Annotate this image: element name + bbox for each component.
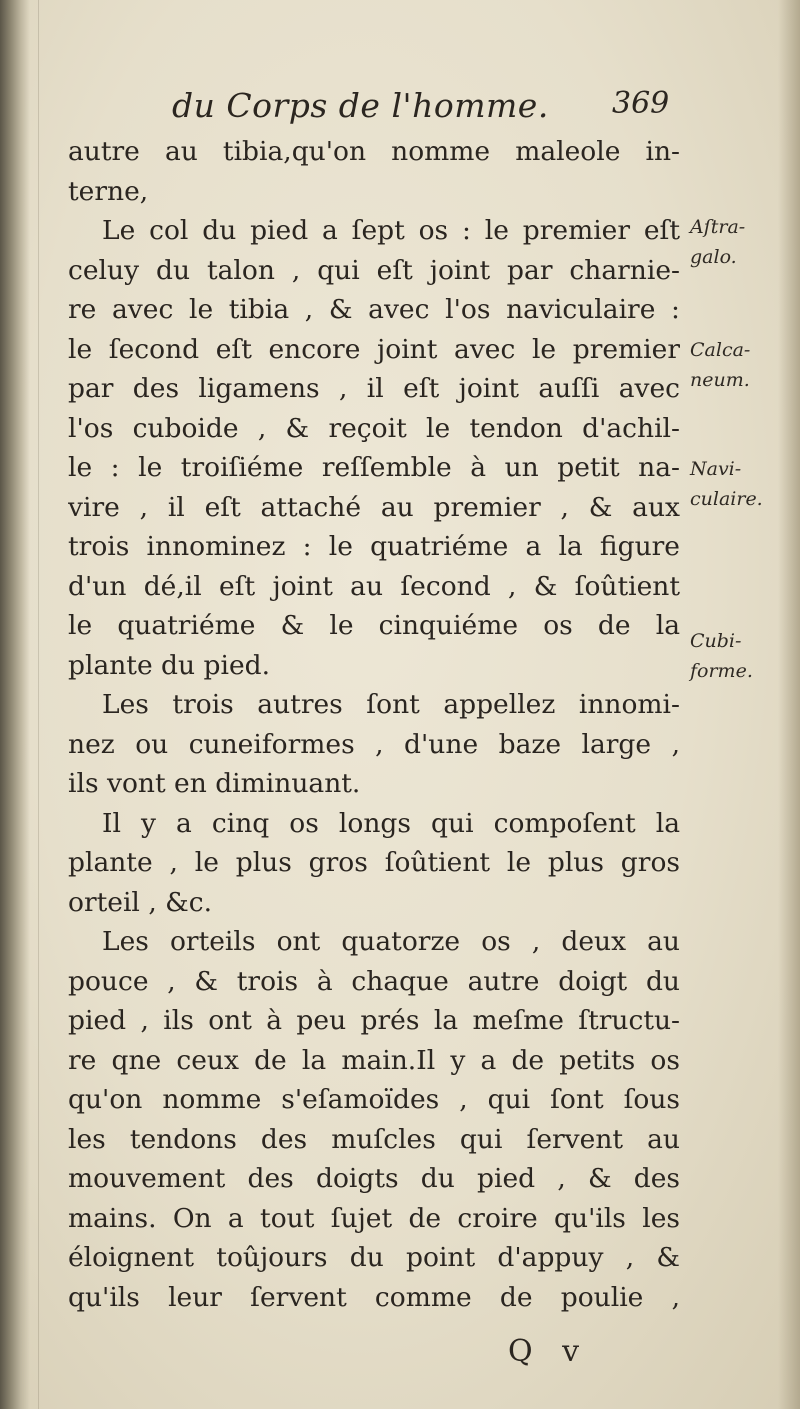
text-line: autre au tibia,qu'on nomme maleole in- [68, 136, 680, 167]
text-line: mains. On a tout ſujet de croire qu'ils les [68, 1202, 680, 1234]
text-line: le quatriéme & le cinquiéme os de la [68, 610, 680, 641]
text-line: nez ou cuneiformes , d'une baze large , [68, 728, 680, 760]
text-line: par des ligamens , il eſt joint auſſi avec [68, 373, 680, 404]
margin-note-line: forme. [690, 660, 753, 682]
margin-note-line: Cubi- [690, 630, 742, 652]
margin-note-line: galo. [690, 246, 737, 268]
text-line: d'un dé,il eſt joint au ſecond , & ſoûtient [68, 570, 680, 602]
margin-note [690, 335, 750, 395]
margin-note [690, 626, 753, 686]
margin-note [690, 454, 763, 514]
margin-note-line: Aſtra- [690, 216, 746, 238]
signature-mark [0, 1334, 800, 1378]
text-line: orteil , &c. [68, 886, 213, 918]
signature-text: Q v [508, 1334, 590, 1369]
running-header [0, 82, 800, 134]
text-line: Le col du pied a ſept os : le premier eſt [102, 215, 680, 246]
margin-note-line: neum. [690, 369, 750, 391]
gutter-line [38, 0, 39, 1409]
text-line: re qne ceux de la main.Il y a de petits os [68, 1044, 680, 1076]
text-line: le ſecond eſt encore joint avec le premier [68, 333, 680, 365]
margin-note-line: Calca- [690, 339, 751, 361]
text-line: éloignent toûjours du point d'appuy , & [68, 1242, 680, 1273]
text-line: Les trois autres ſont appellez innomi- [102, 689, 680, 720]
text-line: les tendons des muſcles qui ſervent au [68, 1123, 680, 1155]
text-line: qu'ils leur ſervent comme de poulie , [68, 1281, 680, 1313]
running-title: du Corps de l'homme. [172, 86, 549, 125]
text-line: mouvement des doigts du pied , & des [68, 1163, 680, 1194]
margin-note-line: Navi- [690, 458, 742, 480]
text-line: Les orteils ont quatorze os , deux au [102, 926, 680, 957]
text-line: Il y a cinq os longs qui compoſent la [102, 807, 680, 839]
text-line: trois innominez : le quatriéme a la figure [68, 531, 680, 562]
text-line: plante , le plus gros ſoûtient le plus gros [68, 847, 680, 878]
text-line: pouce , & trois à chaque autre doigt du [68, 965, 680, 997]
margin-note [690, 212, 745, 272]
text-line: qu'on nomme s'eſamoïdes , qui ſont ſous [68, 1084, 680, 1115]
page-binding-shadow [0, 0, 30, 1409]
text-line: ils vont en diminuant. [68, 768, 361, 799]
margin-notes [690, 0, 800, 1409]
text-line: pied , ils ont à peu prés la meſme ſtructu- [68, 1005, 680, 1036]
text-line: terne, [68, 175, 149, 207]
text-line: l'os cuboide , & reçoit le tendon d'achil- [68, 412, 680, 444]
text-line: celuy du talon , qui eſt joint par charnie- [68, 254, 680, 286]
text-line: vire , il eſt attaché au premier , & aux [68, 491, 680, 523]
text-line: plante du pied. [68, 649, 271, 681]
margin-note-line: culaire. [690, 488, 763, 510]
page-number: 369 [612, 86, 670, 121]
body-text [68, 132, 680, 1317]
text-line: le : le troiſiéme reſſemble à un petit na- [68, 452, 680, 483]
text-line: re avec le tibia , & avec l'os naviculaire : [68, 294, 680, 325]
